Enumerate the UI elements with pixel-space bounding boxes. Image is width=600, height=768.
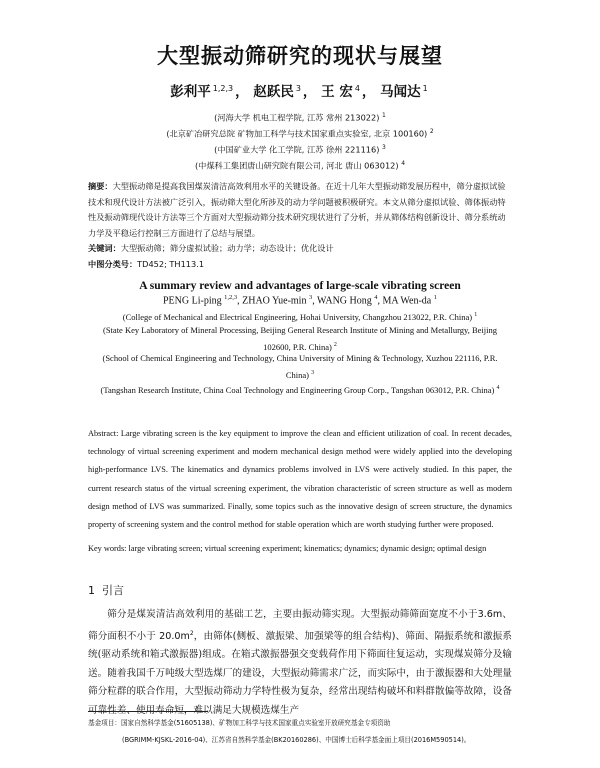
body-text: 筛分是煤炭清洁高效利用的基础工艺，主要由振动筛实现。大型振动筛筛面宽度不小于3.6m、筛分面积不小于 20.0m: [88, 609, 512, 642]
affiliation-sup: 4: [496, 385, 500, 391]
english-title: A summary review and advantages of large-scale vibrating screen: [139, 280, 461, 292]
body-paragraph: [88, 606, 512, 720]
paper-title: 大型振动筛研究的现状与展望: [157, 44, 443, 68]
author-name: 赵跃民: [253, 84, 294, 100]
english-abstract: Abstract: Large vibrating screen is the key equipment to improve the clean and efficient utilization of coal. In recent decades, technology of virtual screening experiment and modern mechanical design method were widely applied into the developing high-performance LVS. The kinematics and dynamics problems involved in LVS were actively studied. In this paper, the current research status of the virtual screening experiment, the vibration characteristic of screen structure as well as modern design method of LVS was summarized. Finally, some topics such as the innovative design of screen structure, the dynamics property of screening system and the control method for stable operation which are worth studying further were proposed.: [88, 429, 512, 530]
section-heading: [88, 582, 124, 598]
author-name: PENG Li-ping: [163, 295, 222, 307]
author-line: [0, 80, 600, 100]
author-separator: ，: [302, 84, 317, 100]
affiliation-text: (中煤科工集团唐山研究院有限公司, 河北 唐山 063012): [194, 160, 399, 171]
author-sup: 1: [433, 294, 437, 301]
affiliation-text: (State Key Laboratory of Mineral Processing, Beijing General Research Institute of Mining and Metallurgy, Beijing 102600, P.R. China): [103, 325, 497, 352]
author-name: 马闻达: [380, 84, 421, 100]
english-keywords: Key words: large vibrating screen; virtual screening experiment; kinematics; dynamics; dynamic design; optimal design: [88, 544, 487, 553]
section-number: 1: [88, 584, 95, 597]
affiliation-zh: [0, 126, 600, 140]
affiliation-text: (College of Mechanical and Electrical Engineering, Hohai University, Changzhou 213022, P.R. China): [122, 311, 473, 322]
author-name: 彭利平: [170, 84, 211, 100]
affiliation-text: (Tangshan Research Institute, China Coal Technology and Engineering Group Corp., Tangshan 063012, P.R. China): [100, 384, 495, 395]
author-name: ZHAO Yue-min: [242, 295, 307, 307]
author-separator: ，: [235, 84, 249, 100]
author-sup: 1: [422, 83, 428, 93]
abstract-text: 大型振动筛是提高我国煤炭清洁高效利用水平的关键设备。在近十几年大型振动筛发展历程中，筛分虚拟试验技术和现代设计方法被广泛引入，振动筛大型化所涉及的动力学问题被积极研究。本文从筛分虚拟试验、筛体振动特性及振动筛现代设计方法等三个方面对大型振动筛分技术研究现状进行了分析，并从筛体结构创新设计、筛分系统动力学及平稳运行控制三方面进行了总结与展望。: [88, 181, 506, 238]
affiliation-en: [100, 381, 500, 397]
author-sup: 3: [308, 294, 313, 301]
affiliation-text: (中国矿业大学 化工学院, 江苏 徐州 221116): [214, 144, 380, 155]
affiliation-zh: [0, 110, 600, 124]
author-sup: 4: [354, 83, 360, 93]
author-name: MA Wen-da: [382, 295, 432, 307]
author-sup: 3: [295, 83, 301, 93]
author-sup: 4: [374, 294, 378, 301]
body-text: ，由筛体(侧板、激振梁、加强梁等的组合结构)、筛面、隔振系统和激振系统(驱动系统和箱式激振器)组成。在箱式激振器强交变载荷作用下筛面往复运动，实现煤炭筛分及输送。随着我国千万吨级大型选煤厂的建设，大型振动筛需求广泛，而实际中，由于激振器和大处理量筛分粒群的联合作用，大型振动筛动力学特性极为复杂，经常出现结构破坏和料群散偏等故障，设备可靠性差、使用寿命短，难以满足大规模选煤生产: [88, 630, 512, 716]
keywords-text: 大型振动筛；筛分虚拟试验；动力学；动态设计；优化设计: [120, 243, 334, 253]
affiliation-en: [100, 308, 500, 324]
affiliation-sup: 4: [401, 160, 406, 167]
classification-label: 中图分类号：: [88, 258, 138, 269]
affiliation-sup: 1: [474, 312, 478, 318]
affiliation-sup: 2: [429, 128, 434, 135]
footnote-funding: 基金项目：国家自然科学基金(51605138)、矿物加工科学与技术国家重点实验室开放研究基金专项资助: [88, 719, 391, 727]
affiliation-text: (北京矿冶研究总院 矿物加工科学与技术国家重点实验室, 北京 100160): [166, 128, 428, 139]
affiliation-en: [100, 351, 500, 382]
body-sup: 2: [189, 629, 194, 637]
author-separator: ，: [361, 84, 376, 100]
affiliation-zh: [0, 142, 600, 156]
classification-code: TD452; TH113.1: [137, 258, 205, 269]
affiliation-text: (河海大学 机电工程学院, 江苏 常州 213022): [214, 112, 380, 123]
author-name: WANG Hong: [317, 295, 372, 307]
abstract-label: 摘要：: [88, 181, 113, 191]
affiliation-sup: 3: [311, 369, 315, 376]
affiliation-text: (School of Chemical Engineering and Technology, China University of Mining & Technology, Xuzhou 221116, P.R. China): [102, 353, 498, 380]
affiliation-sup: 1: [382, 112, 386, 119]
abstract-zh: [88, 179, 512, 272]
affiliation-sup: 3: [382, 144, 386, 151]
author-sup: 1,2,3: [224, 294, 238, 301]
section-title: 引言: [102, 584, 124, 597]
author-name: 王 宏: [321, 84, 353, 100]
affiliation-en: [100, 323, 500, 354]
english-author-line: PENG Li-ping $^{1,2,3}$, ZHAO Yue-min $^3$, WANG Hong $^4$, MA Wen-da $^1$: [163, 294, 437, 307]
author-sup: 1,2,3: [212, 83, 234, 93]
footnote-rule: [88, 711, 208, 712]
affiliation-zh: [0, 158, 600, 172]
keywords-label: 关键词：: [88, 243, 121, 253]
footnote-funding-cont: (BGRIMM-KJSKL-2016-04)、江苏省自然科学基金(BK20160286)、中国博士后科学基金面上项目(2016M590514)。: [122, 736, 471, 744]
affiliation-sup: 2: [333, 341, 337, 348]
